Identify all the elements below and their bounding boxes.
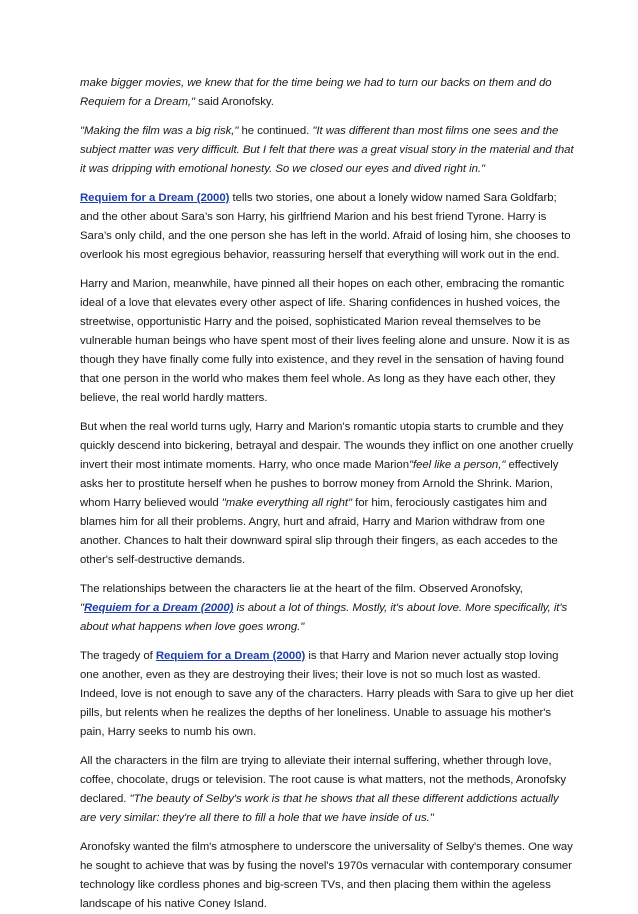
quoted-text: " <box>80 602 84 614</box>
body-text: effectively asks her to prostitute herself when he pushes to borrow money from Arnold the Shrink. Marion, whom Harry believed would <box>80 459 559 509</box>
quoted-text: is about a lot of things. Mostly, it's about love. More specifically, it's about what happens when love goes wrong." <box>80 602 568 633</box>
quoted-text: "Making the film was a big risk," <box>80 125 239 137</box>
body-text: The relationships between the characters lie at the heart of the film. Observed Aronofsky, <box>80 583 523 595</box>
paragraph <box>80 647 576 742</box>
body-text: But when the real world turns ugly, Harry and Marion's romantic utopia starts to crumble and they quickly descend into bickering, betrayal and despair. The wounds they inflict on one another cruelly invert their most intimate moments. Harry, who once made Marion <box>80 421 574 471</box>
paragraph <box>80 580 576 637</box>
paragraph <box>80 275 576 408</box>
body-text: The tragedy of <box>80 650 156 662</box>
quoted-text: "make everything all right" <box>221 497 352 509</box>
film-title-link[interactable]: Requiem for a Dream (2000) <box>84 602 234 614</box>
paragraph <box>80 122 576 179</box>
body-text: he continued. <box>238 125 313 137</box>
paragraph <box>80 418 576 570</box>
quoted-text: "The beauty of Selby's work is that he shows that all these different addictions actually are very similar: they're all there to fill a hole that we have inside of us." <box>80 793 559 824</box>
body-text: tells two stories, one about a lonely widow named Sara Goldfarb; and the other about Sara’s son Harry, his girlfriend Marion and his best friend Tyrone. Harry is Sara’s only child, and the one person she has left in the world. Afraid of losing him, she chooses to overlook his most egregious behavior, reassuring herself that everything will work out in the end. <box>80 192 571 261</box>
film-title-link[interactable]: Requiem for a Dream (2000) <box>80 192 230 204</box>
quoted-text: make bigger movies, we knew that for the time being we had to turn our backs on them and do Requiem for a Dream," <box>80 77 552 108</box>
paragraph <box>80 189 576 265</box>
body-text: for him, ferociously castigates him and blames him for all their problems. Angry, hurt and afraid, Harry and Marion withdraw from one another. Chances to halt their downward spiral slip through their fingers, as each accedes to the other's self-destructive demands. <box>80 497 558 566</box>
body-text: All the characters in the film are trying to alleviate their internal suffering, whether through love, coffee, chocolate, drugs or television. The root cause is what matters, not the methods, Aronofsky declared. <box>80 755 567 805</box>
body-text: Harry and Marion, meanwhile, have pinned all their hopes on each other, embracing the romantic ideal of a love that elevates every other aspect of life. Sharing confidences in hushed voices, the streetwise, opportunistic Harry and the poised, sophisticated Marion reveal themselves to be vulnerable human beings who have spent most of their lives feeling alone and unsure. Now it is as though they have finally come fully into existence, and they revel in the sensation of having found that one person in the world who makes them feel whole. As long as they have each other, they believe, the real world hardly matters. <box>80 278 570 404</box>
film-title-link[interactable]: Requiem for a Dream (2000) <box>155 650 306 662</box>
body-text: said Aronofsky. <box>195 96 274 108</box>
paragraph <box>80 74 576 112</box>
document-body <box>80 74 576 914</box>
body-text: Aronofsky wanted the film's atmosphere to underscore the universality of Selby's themes. One way he sought to achieve that was by fusing the novel's 1970s vernacular with contemporary consumer technology like cordless phones and big-screen TVs, and then placing them within the ageless landscape of his native Coney Island. <box>80 841 573 910</box>
quoted-text: "It was different than most films one sees and the subject matter was very difficult. But I felt that there was a great visual story in the material and that it was dripping with emotional honesty. So we closed our eyes and dived right in." <box>80 125 574 175</box>
paragraph <box>80 752 576 828</box>
body-text: is that Harry and Marion never actually stop loving one another, even as they are destroying their lives; their love is not so much lost as wasted. Indeed, love is not enough to save any of the characters. Harry pleads with Sara to give up her diet pills, but relents when he realizes the depths of her loneliness. Unable to assuage his mother's pain, Harry seeks to numb his own. <box>80 650 574 738</box>
quoted-text: "feel like a person," <box>409 459 506 471</box>
